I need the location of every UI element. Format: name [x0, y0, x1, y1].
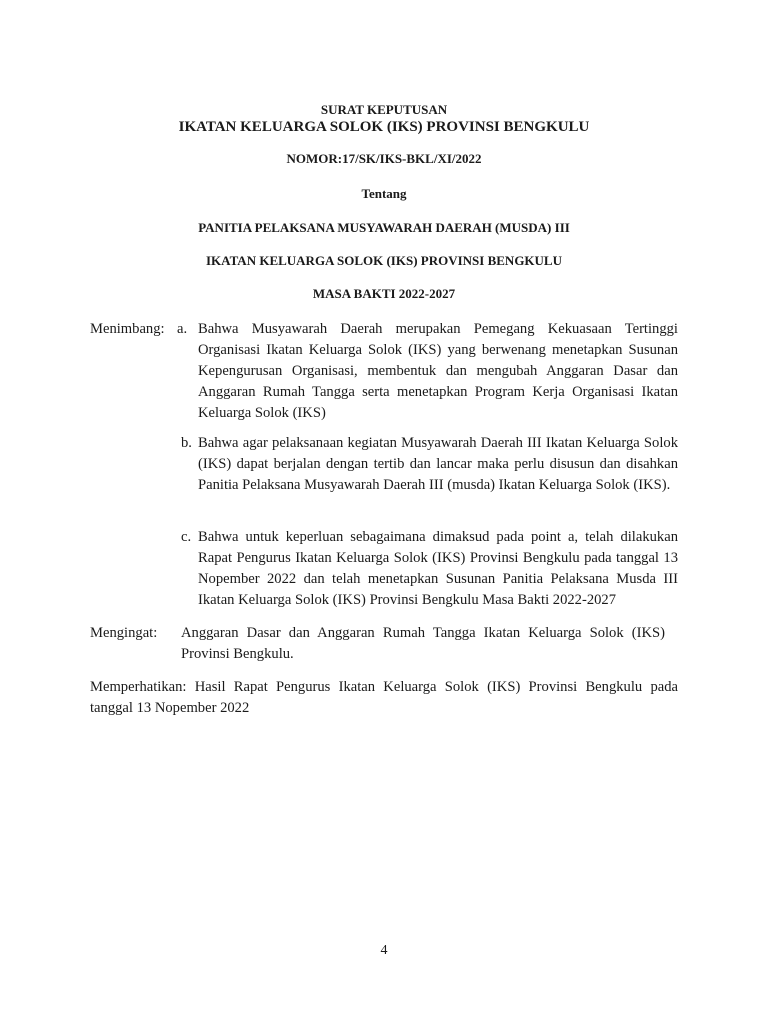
menimbang-item-c-marker: c. — [181, 529, 192, 545]
tentang-heading: Tentang — [361, 186, 407, 201]
subject-line-1: PANITIA PELAKSANA MUSYAWARAH DAERAH (MUSDA) III — [198, 220, 570, 235]
subject-line-2: IKATAN KELUARGA SOLOK (IKS) PROVINSI BENGKULU — [206, 253, 562, 268]
menimbang-item-a-text: Bahwa Musyawarah Daerah merupakan Pemegang Kekuasaan Tertinggi Organisasi Ikatan Keluarga Solok (IKS) yang berwenang menetapkan Susunan Kepengurusan Organisasi, membentuk dan mengubah Anggaran Dasar dan Anggaran Rumah Tangga serta menetapkan Program Kerja Organisasi Ikatan Keluarga Solok (IKS) — [198, 321, 678, 421]
menimbang-item-c-text: Bahwa untuk keperluan sebagaimana dimaksud pada point a, telah dilakukan Rapat Pengurus Ikatan Keluarga Solok (IKS) Provinsi Bengkulu pada tanggal 13 Nopember 2022 dan telah menetapkan Susunan Panitia Pelaksana Musda III Ikatan Keluarga Solok (IKS) Provinsi Bengkulu Masa Bakti 2022-2027 — [198, 529, 678, 608]
decree-number: NOMOR:17/SK/IKS-BKL/XI/2022 — [286, 151, 482, 166]
menimbang-item-b-text: Bahwa agar pelaksanaan kegiatan Musyawarah Daerah III Ikatan Keluarga Solok (IKS) dapat berjalan dengan tertib dan lancar maka perlu disusun dan disahkan Panitia Pelaksana Musyawarah Daerah III (musda) Ikatan Keluarga Solok (IKS). — [198, 435, 678, 493]
page-number: 4 — [380, 943, 388, 958]
organization-title: IKATAN KELUARGA SOLOK (IKS) PROVINSI BENGKULU — [178, 119, 590, 135]
document-type-title: SURAT KEPUTUSAN — [320, 102, 448, 117]
mengingat-label: Mengingat: — [90, 625, 158, 641]
menimbang-item-a-marker: a. — [177, 321, 188, 337]
menimbang-item-b-marker: b. — [181, 435, 192, 451]
memperhatikan-text: Memperhatikan: Hasil Rapat Pengurus Ikatan Keluarga Solok (IKS) Provinsi Bengkulu pada tanggal 13 Nopember 2022 — [90, 679, 678, 716]
subject-line-3: MASA BAKTI 2022-2027 — [312, 286, 456, 301]
mengingat-text: Anggaran Dasar dan Anggaran Rumah Tangga Ikatan Keluarga Solok (IKS) Provinsi Bengkulu. — [181, 625, 665, 662]
menimbang-label: Menimbang: — [90, 321, 165, 337]
